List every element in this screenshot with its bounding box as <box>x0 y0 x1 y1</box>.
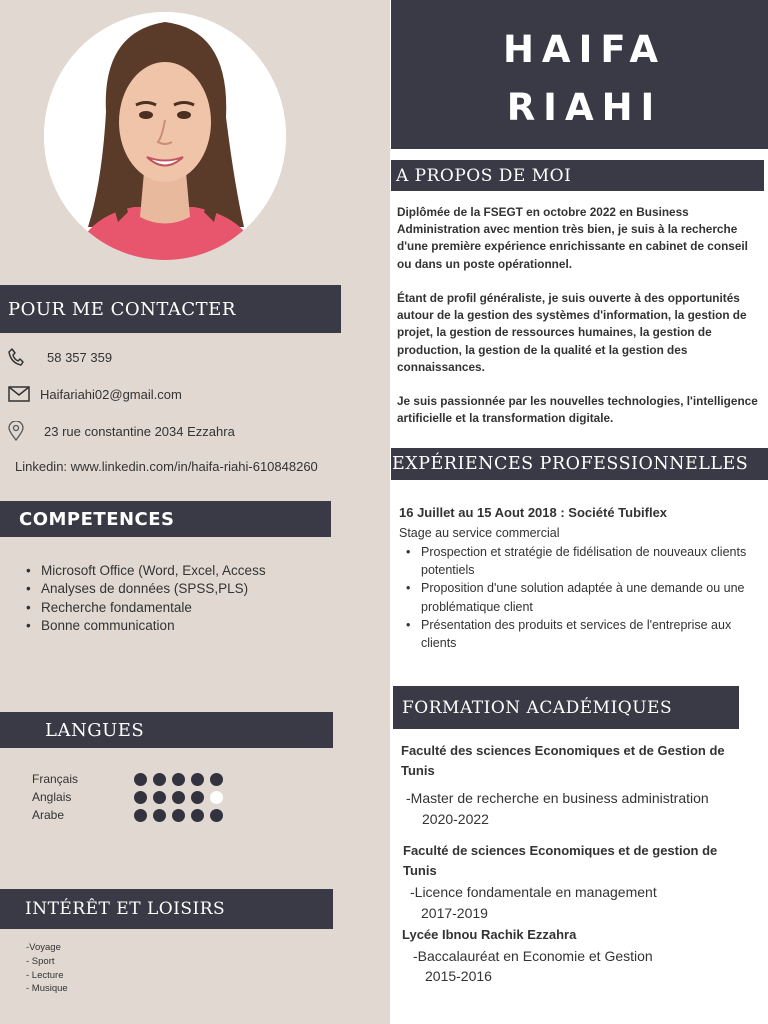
education-years: 2017-2019 <box>421 905 488 921</box>
phone-icon <box>8 347 32 367</box>
hobby-item: - Sport <box>26 955 55 967</box>
education-school: Faculté de sciences Economiques et de gestion de Tunis <box>403 843 718 878</box>
email-link[interactable]: Haifariahi02@gmail.com <box>40 386 182 402</box>
last-name: RIAHI <box>506 86 663 129</box>
hobbies-list <box>26 941 68 996</box>
envelope-icon <box>8 384 32 404</box>
level-dot-filled <box>134 773 147 786</box>
experience-task: • Proposition d'une solution adaptée à une demande ou une problématique client <box>405 579 761 615</box>
skill-item: • Bonne communication <box>24 617 266 635</box>
hobbies-heading: INTÉRÊT ET LOISIRS <box>0 889 333 929</box>
skill-item: • Analyses de données (SPSS,PLS) <box>24 580 266 598</box>
level-dot-filled <box>172 791 185 804</box>
level-dot-filled <box>191 773 204 786</box>
education-school: Faculté des sciences Economiques et de Gestion de Tunis <box>401 743 725 778</box>
level-dot-filled <box>210 773 223 786</box>
skills-list <box>24 562 266 635</box>
skill-item: • Recherche fondamentale <box>24 599 266 617</box>
experience-subtitle: Stage au service commercial <box>399 526 560 540</box>
contact-heading: POUR ME CONTACTER <box>0 285 341 333</box>
level-dot-filled <box>191 809 204 822</box>
level-dot-empty <box>210 791 223 804</box>
language-level-dots <box>134 809 223 822</box>
education-degree: -Master de recherche en business administration <box>406 790 709 806</box>
about-paragraph: Diplômée de la FSEGT en octobre 2022 en Business Administration avec mention très bien, je suis à la recherche d'une première expérience enrichissante en cabinet de conseil ou dans un poste opérationnel. <box>397 205 748 271</box>
name-header <box>391 0 768 149</box>
experience-title: 16 Juillet au 15 Aout 2018 : Société Tubiflex <box>399 505 668 520</box>
level-dot-filled <box>134 809 147 822</box>
experience-task: • Présentation des produits et services de l'entreprise aux clients <box>405 616 761 652</box>
skills-heading: COMPETENCES <box>0 501 331 537</box>
level-dot-filled <box>153 791 166 804</box>
education-years: 2015-2016 <box>425 968 492 984</box>
education-degree: -Baccalauréat en Economie et Gestion <box>413 948 653 964</box>
about-paragraph: Je suis passionnée par les nouvelles technologies, l'intelligence artificielle et la transformation digitale. <box>397 394 758 426</box>
experience-task: • Prospection et stratégie de fidélisation de nouveaux clients potentiels <box>405 543 761 579</box>
contact-email <box>8 384 182 404</box>
education-heading: FORMATION ACADÉMIQUES <box>393 686 739 729</box>
education-years: 2020-2022 <box>422 811 489 827</box>
language-row <box>32 789 223 805</box>
hobby-item: - Musique <box>26 983 68 995</box>
level-dot-filled <box>172 809 185 822</box>
skill-item: • Microsoft Office (Word, Excel, Access <box>24 562 266 580</box>
contact-phone <box>8 347 112 367</box>
education-school: Lycée Ibnou Rachik Ezzahra <box>402 927 577 942</box>
linkedin-link[interactable]: Linkedin: www.linkedin.com/in/haifa-riahi-610848260 <box>15 459 318 474</box>
language-name: Arabe <box>32 808 65 822</box>
language-level-dots <box>134 773 223 786</box>
languages-heading: LANGUES <box>0 712 333 748</box>
level-dot-filled <box>172 773 185 786</box>
first-name: HAIFA <box>502 28 667 71</box>
hobby-item: - Lecture <box>26 969 64 981</box>
about-text <box>397 204 761 445</box>
address-text: 23 rue constantine 2034 Ezzahra <box>44 423 235 439</box>
experience-heading: EXPÉRIENCES PROFESSIONNELLES <box>391 448 768 480</box>
contact-address <box>8 421 235 441</box>
phone-text: 58 357 359 <box>47 349 113 365</box>
level-dot-filled <box>134 791 147 804</box>
level-dot-filled <box>153 773 166 786</box>
about-heading: A PROPOS DE MOI <box>391 160 764 191</box>
hobby-item: -Voyage <box>26 942 61 953</box>
language-name: Français <box>32 772 79 786</box>
education-degree: -Licence fondamentale en management <box>410 884 657 900</box>
language-level-dots <box>134 791 223 804</box>
language-row <box>32 807 223 823</box>
level-dot-filled <box>191 791 204 804</box>
about-paragraph: Étant de profil généraliste, je suis ouverte à des opportunités autour de la gestion des systèmes d'information, la gestion de projet, la gestion de ressources humaines, la gestion de production, la gestion de la qualité et la gestion des connaissances. <box>397 291 747 374</box>
language-row <box>32 771 223 787</box>
experience-tasks <box>405 543 761 652</box>
location-pin-icon <box>8 421 32 441</box>
language-name: Anglais <box>32 790 72 804</box>
level-dot-filled <box>210 809 223 822</box>
profile-photo <box>44 12 286 260</box>
level-dot-filled <box>153 809 166 822</box>
